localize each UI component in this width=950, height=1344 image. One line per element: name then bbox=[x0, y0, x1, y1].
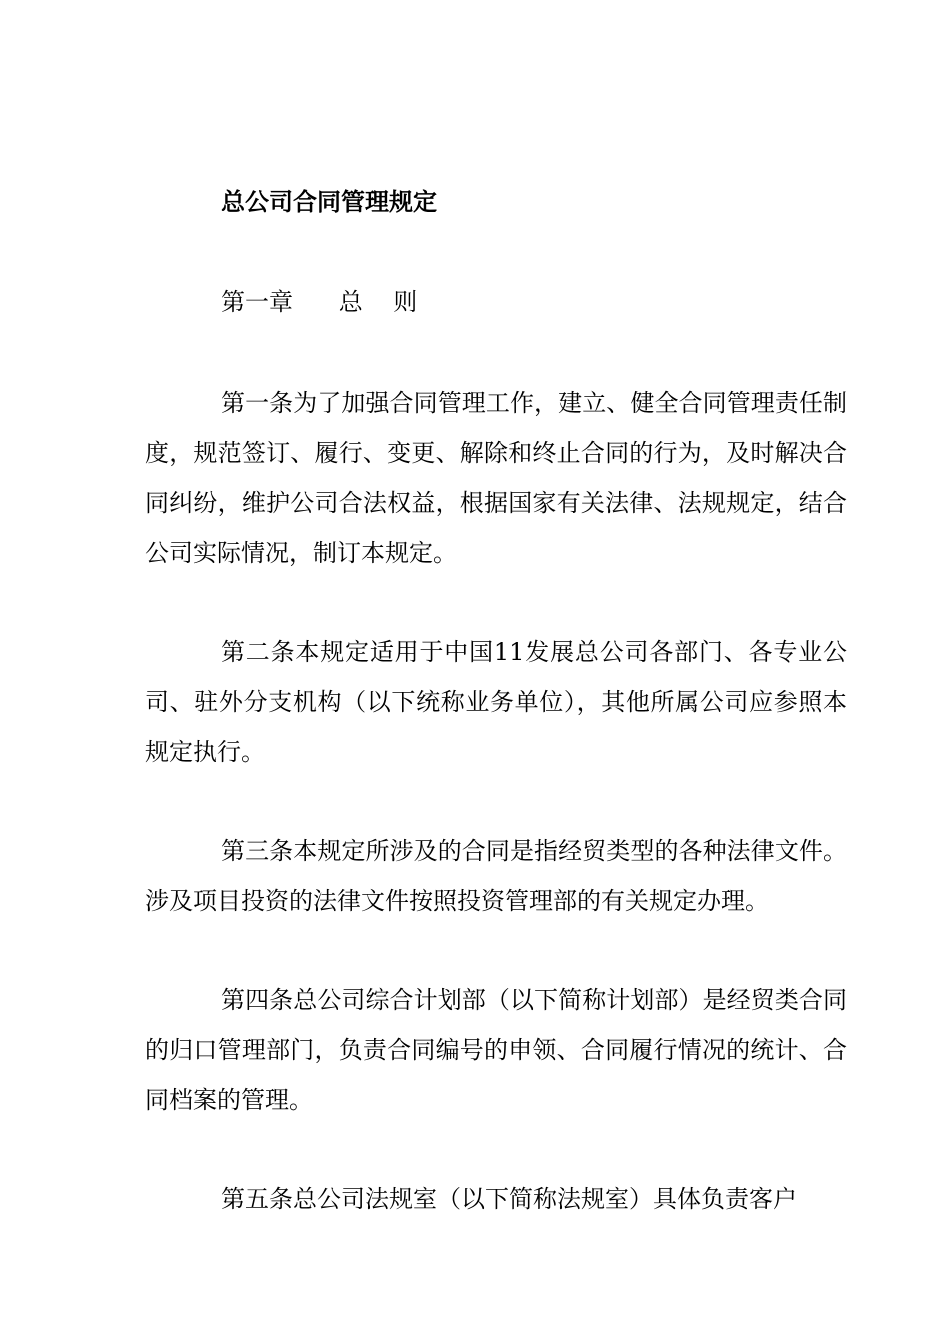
article-1-paragraph: 第一条为了加强合同管理工作，建立、健全合同管理责任制度，规范签订、履行、变更、解除和终止合同的行为，及时解决合同纠纷，维护公司合法权益，根据国家有关法律、法规规定，结合公司实际情况，制订本规定。 bbox=[145, 389, 847, 567]
article-4-paragraph: 第四条总公司综合计划部（以下简称计划部）是经贸类合同的归口管理部门，负责合同编号的申领、合同履行情况的统计、合同档案的管理。 bbox=[145, 986, 847, 1114]
article-2-paragraph: 第二条本规定适用于中国11发展总公司各部门、各专业公司、驻外分支机构（以下统称业务单位），其他所属公司应参照本规定执行。 bbox=[145, 638, 847, 766]
article-3-paragraph: 第三条本规定所涉及的合同是指经贸类型的各种法律文件。涉及项目投资的法律文件按照投资管理部的有关规定办理。 bbox=[145, 837, 847, 915]
chapter-heading: 第一章 总 则 bbox=[221, 288, 418, 316]
document-title: 总公司合同管理规定 bbox=[221, 187, 437, 216]
article-5-paragraph: 第五条总公司法规室（以下简称法规室）具体负责客户 bbox=[221, 1185, 797, 1213]
